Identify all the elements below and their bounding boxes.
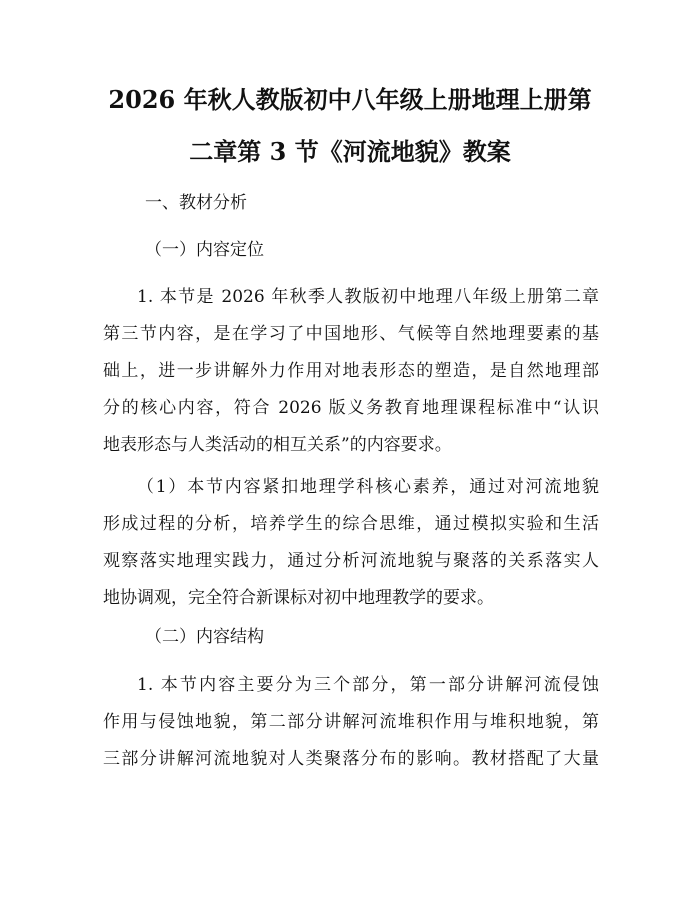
paragraph-line: 作用与侵蚀地貌，第二部分讲解河流堆积作用与堆积地貌，第	[103, 712, 599, 732]
paragraph-line: 分的核心内容，符合 2026 版义务教育地理课程标准中“认识	[103, 398, 599, 418]
paragraph-line: 地协调观，完全符合新课标对初中地理教学的要求。	[103, 588, 494, 608]
paragraph-content-structure	[103, 667, 599, 778]
paragraph-line: （1）本节内容紧扣地理学科核心素养，通过对河流地貌	[137, 477, 599, 497]
paragraph-line: 第三节内容，是在学习了中国地形、气候等自然地理要素的基	[103, 324, 599, 344]
subsection-heading-content-position: （一）内容定位	[145, 240, 264, 260]
paragraph-line: 础上，进一步讲解外力作用对地表形态的塑造，是自然地理部	[103, 361, 599, 381]
document-title-line-2: 二章第 3 节《河流地貌》教案	[189, 137, 511, 166]
paragraph-core-literacy	[103, 469, 599, 617]
paragraph-line: 地表形态与人类活动的相互关系”的内容要求。	[103, 435, 452, 455]
paragraph-line: 1. 本节内容主要分为三个部分，第一部分讲解河流侵蚀	[137, 675, 599, 695]
subsection-heading-content-structure: （二）内容结构	[145, 627, 264, 647]
paragraph-line: 三部分讲解河流地貌对人类聚落分布的影响。教材搭配了大量	[103, 749, 599, 769]
paragraph-line: 1. 本节是 2026 年秋季人教版初中地理八年级上册第二章	[137, 287, 599, 307]
paragraph-line: 形成过程的分析，培养学生的综合思维，通过模拟实验和生活	[103, 514, 599, 534]
paragraph-line: 观察落实地理实践力，通过分析河流地貌与聚落的关系落实人	[103, 551, 599, 571]
document-title-line-1: 2026 年秋人教版初中八年级上册地理上册第	[108, 85, 592, 114]
section-heading-textbook-analysis: 一、教材分析	[145, 193, 247, 213]
paragraph-content-position	[103, 279, 599, 464]
